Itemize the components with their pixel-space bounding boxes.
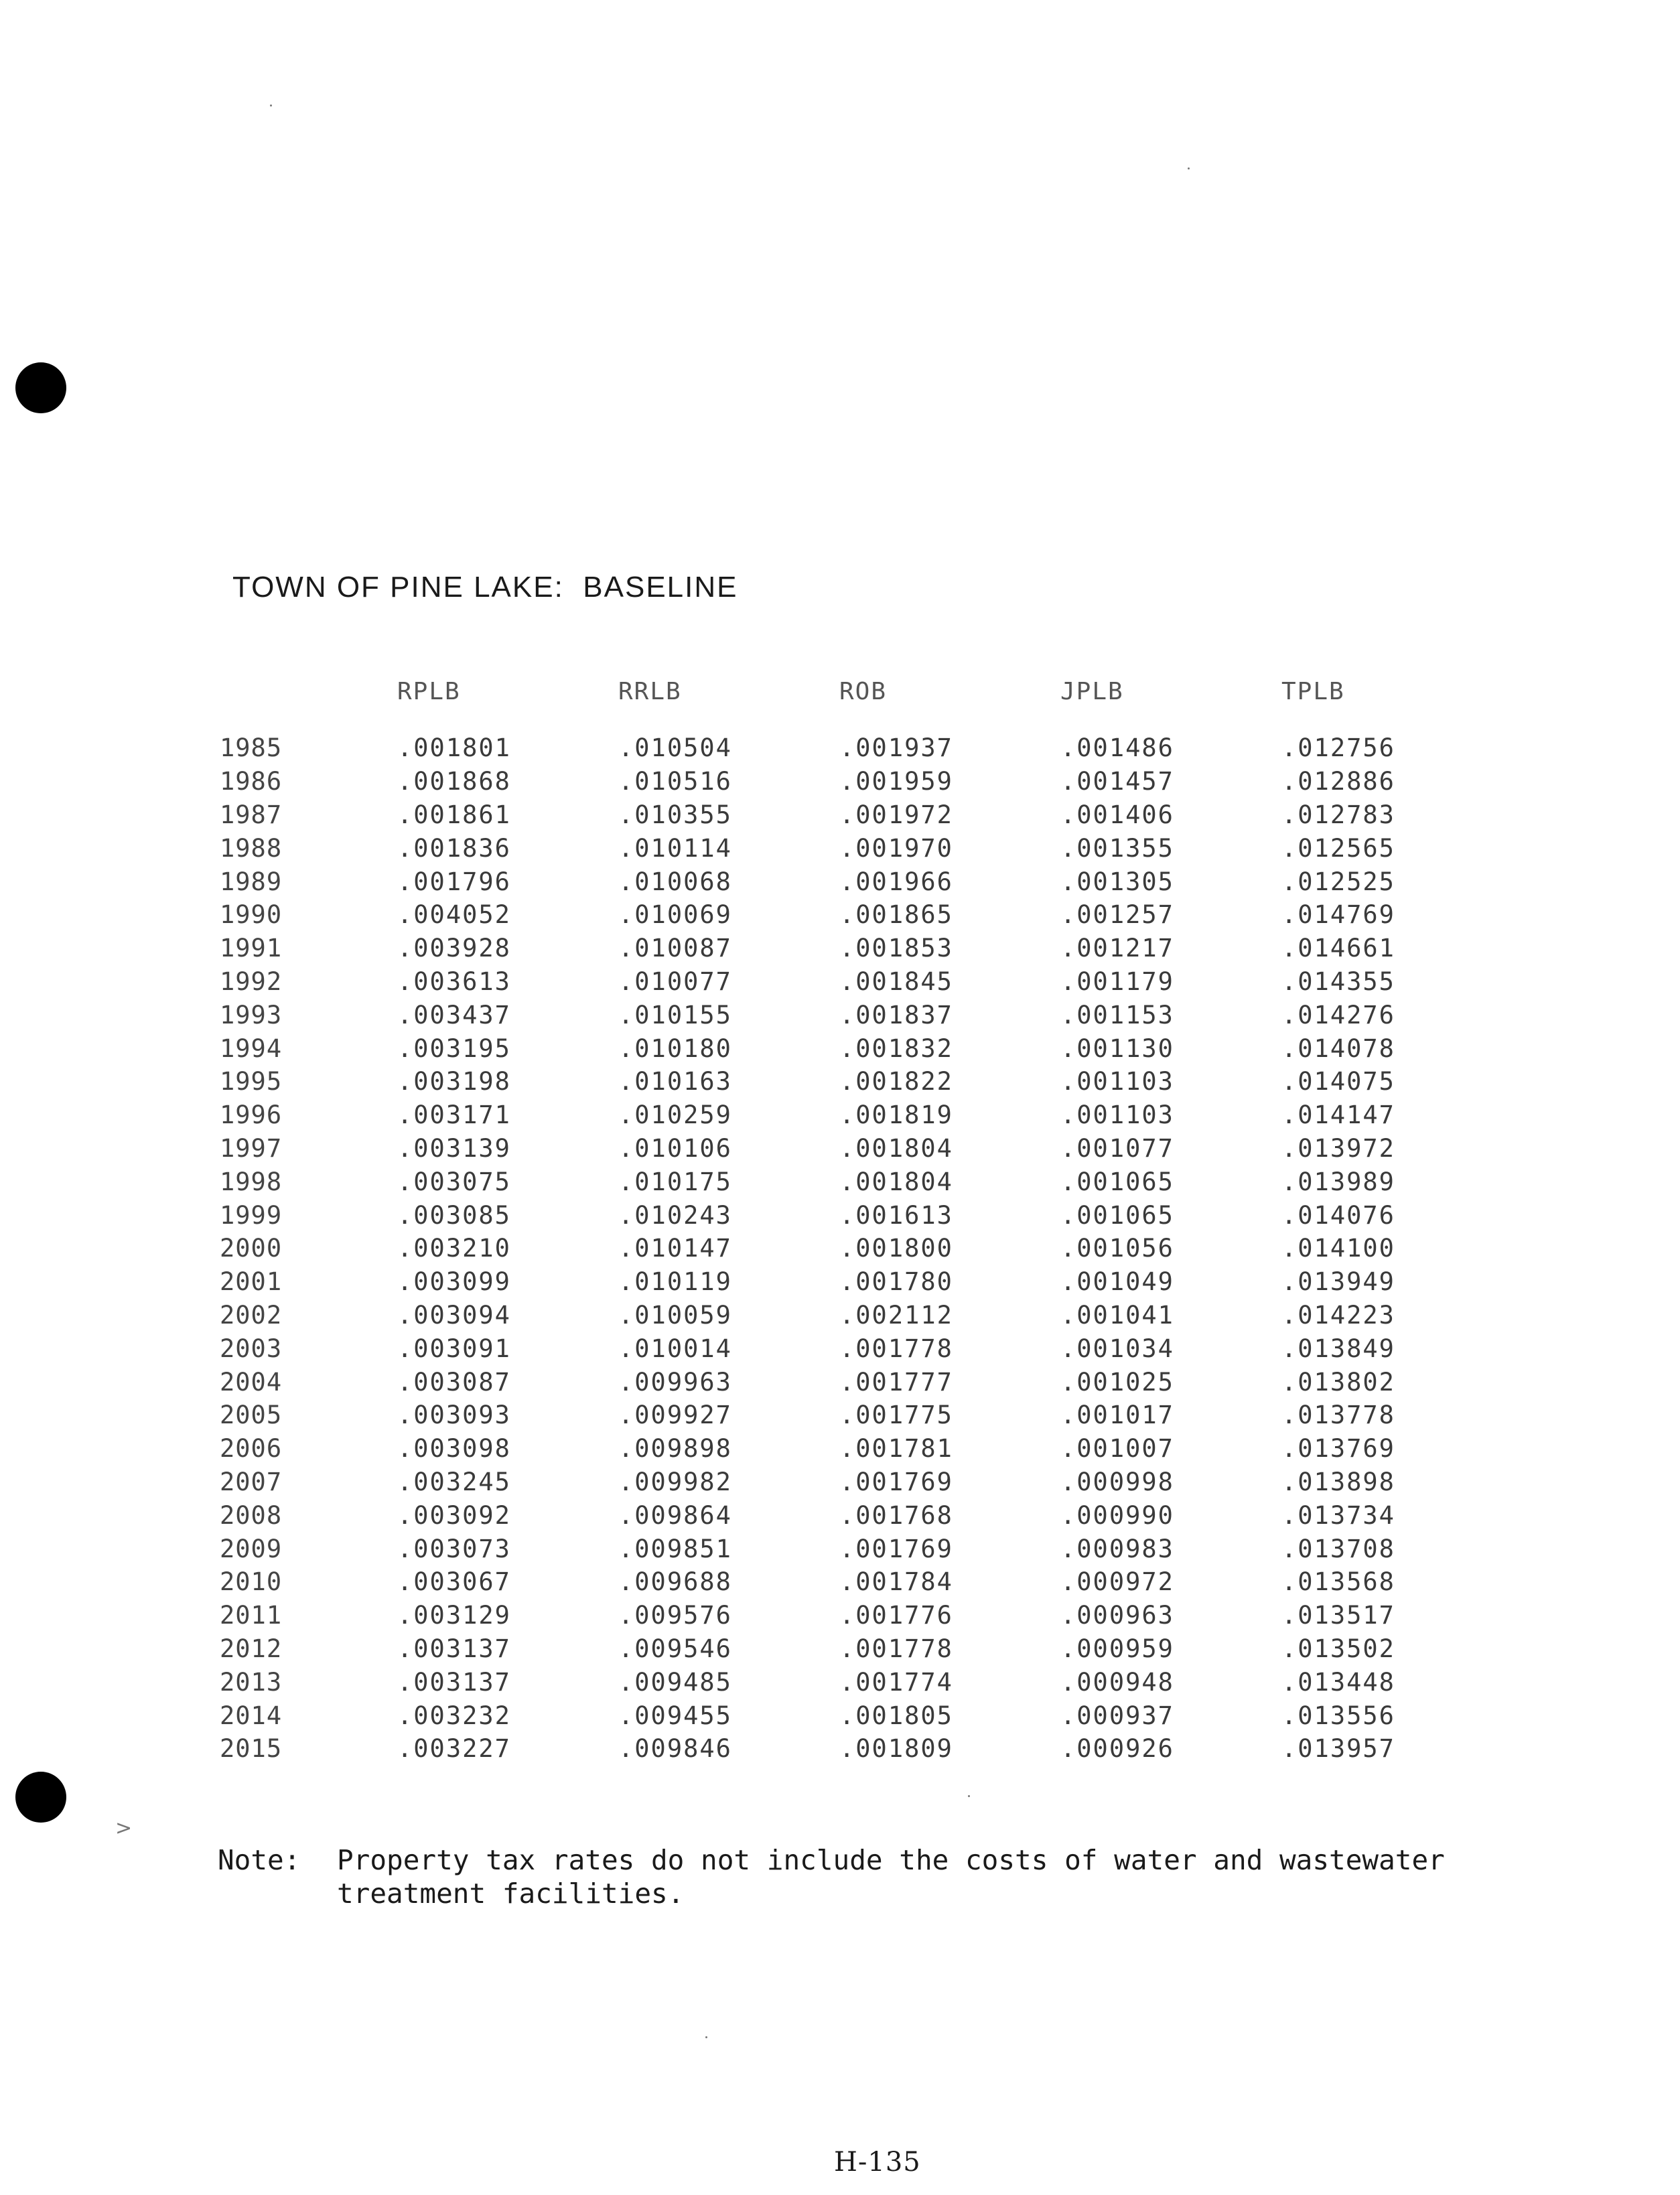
cell-tplb: .014147 [1281,1101,1395,1130]
cell-jplb: .001007 [1060,1434,1174,1464]
cell-jplb: .000948 [1060,1667,1174,1697]
cell-tplb: .014355 [1281,967,1395,996]
cell-tplb: .013734 [1281,1500,1395,1530]
table-row [201,730,1502,765]
cell-rplb: .003171 [397,1101,511,1130]
cell-rplb: .003067 [397,1567,511,1597]
row-year: 2008 [220,1500,283,1530]
cell-rplb: .003137 [397,1634,511,1663]
row-year: 2006 [220,1434,283,1464]
table-row [201,1099,1502,1132]
row-year: 2005 [220,1401,283,1430]
cell-tplb: .013769 [1281,1434,1395,1464]
cell-rrlb: .009851 [618,1534,732,1563]
table-body [201,730,1502,1766]
cell-jplb: .001103 [1060,1101,1174,1130]
cell-jplb: .000983 [1060,1534,1174,1563]
column-header-tplb: TPLB [1281,678,1345,705]
cell-jplb: .000937 [1060,1701,1174,1730]
cell-tplb: .012783 [1281,800,1395,829]
cell-tplb: .013972 [1281,1133,1395,1163]
cell-rrlb: .010504 [618,733,732,763]
cell-tplb: .014076 [1281,1200,1395,1230]
cell-tplb: .013957 [1281,1734,1395,1764]
cell-rob: .001776 [839,1601,953,1630]
cell-jplb: .001305 [1060,867,1174,896]
cell-rrlb: .010068 [618,867,732,896]
cell-rplb: .003129 [397,1601,511,1630]
cell-rrlb: .009485 [618,1667,732,1697]
cell-rob: .001804 [839,1133,953,1163]
scan-speck [968,1795,970,1797]
cell-rob: .001832 [839,1034,953,1063]
cell-rplb: .003075 [397,1167,511,1196]
scan-speck [1188,167,1190,169]
cell-tplb: .012886 [1281,767,1395,796]
column-header-jplb: JPLB [1060,678,1124,705]
cell-rrlb: .009982 [618,1467,732,1496]
cell-tplb: .013989 [1281,1167,1395,1196]
cell-rrlb: .009688 [618,1567,732,1597]
row-year: 2014 [220,1701,283,1730]
table-row [201,1165,1502,1198]
cell-rrlb: .010259 [618,1101,732,1130]
cell-rplb: .003210 [397,1234,511,1263]
cell-rob: .001775 [839,1401,953,1430]
row-year: 1989 [220,867,283,896]
row-year: 1994 [220,1034,283,1063]
row-year: 2015 [220,1734,283,1764]
page-title: TOWN OF PINE LAKE: BASELINE [232,571,738,604]
cell-tplb: .013517 [1281,1601,1395,1630]
cell-rob: .001784 [839,1567,953,1597]
table-row [201,1699,1502,1732]
table-row [201,1332,1502,1365]
cell-rplb: .001836 [397,833,511,863]
cell-rplb: .003085 [397,1200,511,1230]
row-year: 1993 [220,1000,283,1030]
cell-jplb: .000998 [1060,1467,1174,1496]
cell-tplb: .014100 [1281,1234,1395,1263]
table-row [201,998,1502,1032]
cell-rplb: .003928 [397,934,511,963]
cell-rob: .001804 [839,1167,953,1196]
table-row [201,798,1502,832]
cell-rplb: .003437 [397,1000,511,1030]
table-row [201,1599,1502,1632]
table-row [201,1365,1502,1399]
table-row [201,1032,1502,1065]
cell-jplb: .000972 [1060,1567,1174,1597]
column-header-rplb: RPLB [397,678,461,705]
cell-rplb: .003087 [397,1367,511,1397]
cell-rrlb: .009846 [618,1734,732,1764]
table-header-row [201,678,1502,730]
cell-rob: .001781 [839,1434,953,1464]
cell-rob: .001777 [839,1367,953,1397]
cell-rplb: .003073 [397,1534,511,1563]
cell-rob: .001865 [839,900,953,930]
cell-rplb: .001861 [397,800,511,829]
cell-jplb: .001077 [1060,1133,1174,1163]
cell-tplb: .013448 [1281,1667,1395,1697]
cell-rplb: .004052 [397,900,511,930]
cell-rob: .001805 [839,1701,953,1730]
punch-hole-bottom [15,1772,66,1823]
table-row [201,765,1502,798]
cell-rplb: .003195 [397,1034,511,1063]
cell-tplb: .013778 [1281,1401,1395,1430]
row-year: 1992 [220,967,283,996]
cell-rob: .001822 [839,1067,953,1096]
row-year: 1986 [220,767,283,796]
cell-rob: .001774 [839,1667,953,1697]
cell-rrlb: .010180 [618,1034,732,1063]
cell-jplb: .001056 [1060,1234,1174,1263]
cell-tplb: .012565 [1281,833,1395,863]
note-block [218,1843,1610,1910]
column-header-year [201,678,397,730]
cell-rrlb: .010163 [618,1067,732,1096]
cell-rrlb: .010155 [618,1000,732,1030]
cell-rrlb: .009898 [618,1434,732,1464]
note-text: Property tax rates do not include the costs of water and wastewater treatment facilities. [337,1844,1445,1910]
cell-rob: .001837 [839,1000,953,1030]
cell-tplb: .013568 [1281,1567,1395,1597]
column-header-rrlb: RRLB [618,678,682,705]
cell-rob: .001768 [839,1500,953,1530]
cell-rob: .001972 [839,800,953,829]
cell-rrlb: .010119 [618,1267,732,1297]
cell-jplb: .001457 [1060,767,1174,796]
cell-rplb: .003227 [397,1734,511,1764]
row-year: 1995 [220,1067,283,1096]
cell-jplb: .000926 [1060,1734,1174,1764]
row-year: 1991 [220,934,283,963]
cell-rrlb: .010069 [618,900,732,930]
cell-jplb: .001103 [1060,1067,1174,1096]
cell-rplb: .001796 [397,867,511,896]
cell-jplb: .001486 [1060,733,1174,763]
cell-rplb: .003094 [397,1300,511,1330]
table-row [201,1565,1502,1599]
table-row [201,1232,1502,1265]
row-year: 2012 [220,1634,283,1663]
column-header-rob: ROB [839,678,888,705]
cell-rplb: .001801 [397,733,511,763]
cell-jplb: .001065 [1060,1200,1174,1230]
cell-rplb: .001868 [397,767,511,796]
cell-rrlb: .009927 [618,1401,732,1430]
row-year: 1985 [220,733,283,763]
row-year: 1999 [220,1200,283,1230]
cell-rrlb: .010516 [618,767,732,796]
page-number: H-135 [834,2147,921,2178]
row-year: 2013 [220,1667,283,1697]
row-year: 1987 [220,800,283,829]
cell-rrlb: .009455 [618,1701,732,1730]
table-row [201,1399,1502,1432]
table-row [201,898,1502,932]
cell-rob: .001819 [839,1101,953,1130]
cell-rob: .002112 [839,1300,953,1330]
table-row [201,1665,1502,1699]
table-row [201,1299,1502,1332]
cell-rob: .001809 [839,1734,953,1764]
cell-tplb: .013802 [1281,1367,1395,1397]
cell-rob: .001780 [839,1267,953,1297]
table-row [201,865,1502,898]
cell-tplb: .013949 [1281,1267,1395,1297]
punch-hole-top [15,362,66,413]
cell-rrlb: .010077 [618,967,732,996]
row-year: 1988 [220,833,283,863]
table-row [201,1532,1502,1565]
cell-jplb: .001179 [1060,967,1174,996]
cell-tplb: .012525 [1281,867,1395,896]
margin-chevron-mark: > [115,1817,133,1840]
cell-rob: .001769 [839,1534,953,1563]
cell-rrlb: .009864 [618,1500,732,1530]
row-year: 1990 [220,900,283,930]
table-row [201,1198,1502,1232]
cell-rrlb: .010243 [618,1200,732,1230]
row-year: 1997 [220,1133,283,1163]
cell-rrlb: .010014 [618,1334,732,1363]
cell-tplb: .013708 [1281,1534,1395,1563]
cell-rplb: .003137 [397,1667,511,1697]
cell-rob: .001778 [839,1634,953,1663]
table-row [201,932,1502,965]
cell-rplb: .003198 [397,1067,511,1096]
cell-rplb: .003245 [397,1467,511,1496]
cell-rob: .001800 [839,1234,953,1263]
cell-tplb: .014223 [1281,1300,1395,1330]
cell-tplb: .014078 [1281,1034,1395,1063]
cell-jplb: .001355 [1060,833,1174,863]
table-row [201,1432,1502,1466]
row-year: 1996 [220,1101,283,1130]
cell-jplb: .001034 [1060,1334,1174,1363]
cell-rrlb: .010355 [618,800,732,829]
cell-rob: .001853 [839,934,953,963]
cell-jplb: .001217 [1060,934,1174,963]
cell-rrlb: .010147 [618,1234,732,1263]
row-year: 2001 [220,1267,283,1297]
row-year: 2000 [220,1234,283,1263]
cell-tplb: .013502 [1281,1634,1395,1663]
row-year: 2003 [220,1334,283,1363]
cell-rrlb: .010114 [618,833,732,863]
note-label: Note: [218,1844,301,1876]
cell-tplb: .013849 [1281,1334,1395,1363]
table-row [201,1132,1502,1165]
cell-jplb: .001406 [1060,800,1174,829]
table-row [201,1466,1502,1499]
tax-rate-table [201,678,1502,1766]
row-year: 2010 [220,1567,283,1597]
cell-rob: .001966 [839,867,953,896]
row-year: 2004 [220,1367,283,1397]
cell-jplb: .001257 [1060,900,1174,930]
table-row [201,965,1502,999]
row-year: 2011 [220,1601,283,1630]
cell-jplb: .001041 [1060,1300,1174,1330]
table-row [201,831,1502,865]
cell-jplb: .001025 [1060,1367,1174,1397]
cell-rob: .001769 [839,1467,953,1496]
cell-tplb: .012756 [1281,733,1395,763]
table-row [201,1732,1502,1766]
cell-rrlb: .010059 [618,1300,732,1330]
cell-rob: .001937 [839,733,953,763]
row-year: 2002 [220,1300,283,1330]
cell-jplb: .001065 [1060,1167,1174,1196]
cell-jplb: .001153 [1060,1000,1174,1030]
cell-rplb: .003093 [397,1401,511,1430]
cell-rrlb: .010175 [618,1167,732,1196]
table-row [201,1498,1502,1532]
scan-speck [705,2036,707,2038]
cell-rplb: .003232 [397,1701,511,1730]
cell-rob: .001613 [839,1200,953,1230]
cell-tplb: .014075 [1281,1067,1395,1096]
table-row [201,1632,1502,1666]
row-year: 1998 [220,1167,283,1196]
cell-rob: .001778 [839,1334,953,1363]
cell-jplb: .001130 [1060,1034,1174,1063]
cell-tplb: .014769 [1281,900,1395,930]
table-row [201,1065,1502,1099]
cell-rob: .001970 [839,833,953,863]
cell-tplb: .014276 [1281,1000,1395,1030]
cell-rrlb: .010087 [618,934,732,963]
cell-jplb: .000990 [1060,1500,1174,1530]
cell-jplb: .000963 [1060,1601,1174,1630]
cell-rplb: .003139 [397,1133,511,1163]
table-row [201,1265,1502,1299]
cell-jplb: .001017 [1060,1401,1174,1430]
cell-rrlb: .009546 [618,1634,732,1663]
cell-rrlb: .009963 [618,1367,732,1397]
row-year: 2009 [220,1534,283,1563]
cell-tplb: .014661 [1281,934,1395,963]
cell-rob: .001959 [839,767,953,796]
cell-rplb: .003092 [397,1500,511,1530]
cell-tplb: .013556 [1281,1701,1395,1730]
cell-rplb: .003091 [397,1334,511,1363]
scan-speck [270,104,272,107]
cell-rob: .001845 [839,967,953,996]
cell-rplb: .003099 [397,1267,511,1297]
cell-rrlb: .009576 [618,1601,732,1630]
cell-rrlb: .010106 [618,1133,732,1163]
row-year: 2007 [220,1467,283,1496]
cell-rplb: .003098 [397,1434,511,1464]
cell-jplb: .000959 [1060,1634,1174,1663]
cell-tplb: .013898 [1281,1467,1395,1496]
cell-rplb: .003613 [397,967,511,996]
cell-jplb: .001049 [1060,1267,1174,1297]
tax-rate-table-container [201,678,1502,1766]
